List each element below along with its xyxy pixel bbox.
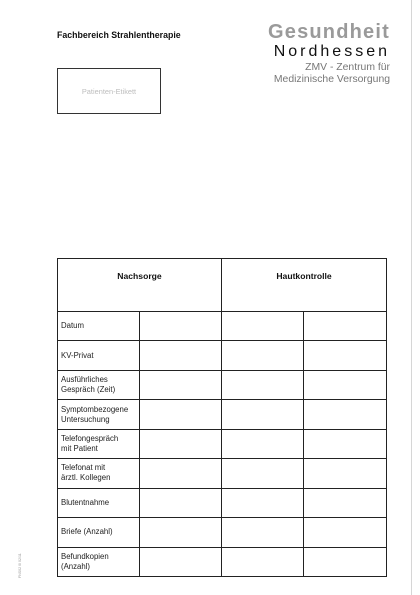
brand-line-4: Medizinische Versorgung xyxy=(273,74,390,85)
entry-cell[interactable] xyxy=(140,341,222,370)
row-label xyxy=(58,547,140,577)
row-label-line: Ausführliches xyxy=(61,375,108,385)
table-row xyxy=(58,459,387,488)
entry-cell[interactable] xyxy=(304,400,387,429)
entry-cell[interactable] xyxy=(140,429,222,458)
row-label xyxy=(58,341,140,370)
table-row xyxy=(58,547,387,577)
row-label-line: Telefongespräch xyxy=(61,433,119,443)
row-label xyxy=(58,312,140,341)
row-label xyxy=(58,518,140,547)
entry-cell[interactable] xyxy=(304,429,387,458)
entry-cell[interactable] xyxy=(140,488,222,517)
entry-cell[interactable] xyxy=(304,488,387,517)
row-label xyxy=(58,459,140,488)
entry-cell[interactable] xyxy=(222,488,304,517)
header-hautkontrolle: Hautkontrolle xyxy=(222,259,387,312)
patient-label-box xyxy=(57,68,161,114)
page-edge xyxy=(411,0,412,595)
table-row xyxy=(58,312,387,341)
header-nachsorge: Nachsorge xyxy=(58,259,222,312)
table-row xyxy=(58,429,387,458)
row-label xyxy=(58,400,140,429)
entry-cell[interactable] xyxy=(304,370,387,399)
entry-cell[interactable] xyxy=(222,341,304,370)
entry-cell[interactable] xyxy=(140,400,222,429)
row-label-line: ärztl. Kollegen xyxy=(61,473,111,483)
entry-cell[interactable] xyxy=(304,312,387,341)
entry-cell[interactable] xyxy=(222,429,304,458)
followup-table xyxy=(57,258,387,577)
row-label-line: Gespräch (Zeit) xyxy=(61,385,116,395)
brand-line-3: ZMV - Zentrum für xyxy=(305,62,390,73)
row-label-line: Befundkopien xyxy=(61,551,109,561)
row-label-line: Blutentnahme xyxy=(61,497,110,507)
row-label-line: Datum xyxy=(61,321,84,331)
entry-cell[interactable] xyxy=(304,459,387,488)
row-label-line: Telefonat mit xyxy=(61,463,106,473)
row-label-line: KV-Privat xyxy=(61,350,94,360)
form-code: FNS02 0l 02/11 xyxy=(18,553,22,578)
table-row xyxy=(58,518,387,547)
entry-cell[interactable] xyxy=(222,370,304,399)
brand-line-2: Nordhessen xyxy=(273,43,390,60)
entry-cell[interactable] xyxy=(304,341,387,370)
row-label xyxy=(58,370,140,399)
row-label-line: (Anzahl) xyxy=(61,561,91,571)
row-label-line: Briefe (Anzahl) xyxy=(61,527,113,537)
brand-line-1: Gesundheit xyxy=(267,21,390,43)
table-row xyxy=(58,341,387,370)
row-label xyxy=(58,429,140,458)
entry-cell[interactable] xyxy=(140,459,222,488)
entry-cell[interactable] xyxy=(304,547,387,577)
row-label-line: Symptombezogene xyxy=(61,404,129,414)
department-title: Fachbereich Strahlentherapie xyxy=(57,30,181,40)
entry-cell[interactable] xyxy=(222,312,304,341)
table-row xyxy=(58,370,387,399)
row-label xyxy=(58,488,140,517)
row-label-line: Untersuchung xyxy=(61,414,110,424)
entry-cell[interactable] xyxy=(140,370,222,399)
entry-cell[interactable] xyxy=(140,518,222,547)
entry-cell[interactable] xyxy=(140,312,222,341)
patient-label-text: Patienten-Etikett xyxy=(81,86,137,96)
entry-cell[interactable] xyxy=(222,518,304,547)
row-label-line: mit Patient xyxy=(61,443,98,453)
entry-cell[interactable] xyxy=(222,547,304,577)
entry-cell[interactable] xyxy=(222,459,304,488)
brand-logo xyxy=(268,22,390,86)
entry-cell[interactable] xyxy=(140,547,222,577)
table-row xyxy=(58,488,387,517)
table-row xyxy=(58,400,387,429)
entry-cell[interactable] xyxy=(222,400,304,429)
entry-cell[interactable] xyxy=(304,518,387,547)
